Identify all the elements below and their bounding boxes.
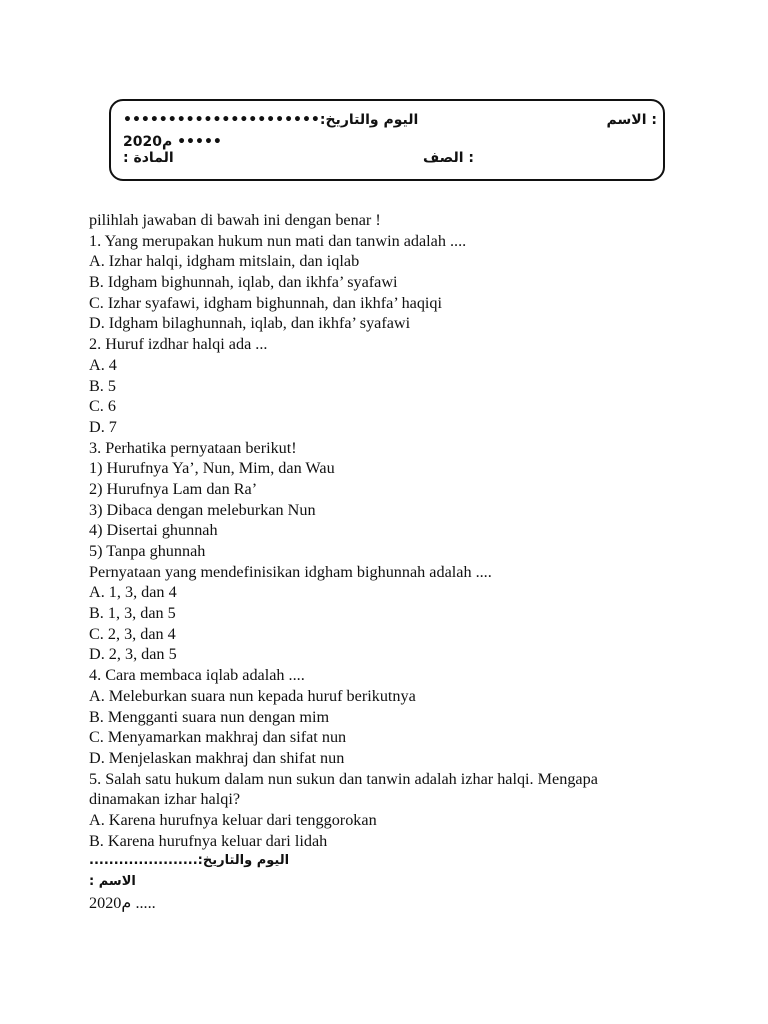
question-3: 3. Perhatika pernyataan berikut! xyxy=(89,438,297,457)
q2-option-a: A. 4 xyxy=(89,355,117,374)
instruction: pilihlah jawaban di bawah ini dengan benar ! xyxy=(89,211,381,229)
subject-label: : المادة xyxy=(123,150,174,166)
year-label: 2020م ••••• xyxy=(123,134,222,150)
q2-option-d: D. 7 xyxy=(89,417,117,436)
date-label: ••••••••••••••••••••••:اليوم والتاريخ xyxy=(123,112,419,128)
footer-year-line: 2020م ..... xyxy=(89,893,156,912)
q4-option-a: A. Meleburkan suara nun kepada huruf berikutnya xyxy=(89,686,416,705)
question-4: 4. Cara membaca iqlab adalah .... xyxy=(89,666,305,685)
question-1: 1. Yang merupakan hukum nun mati dan tanwin adalah .... xyxy=(89,231,467,250)
question-list xyxy=(89,210,689,913)
q3-option-b: B. 1, 3, dan 5 xyxy=(89,604,176,623)
name-label: الاسم : xyxy=(606,112,657,128)
q3-statement-3: 3) Dibaca dengan meleburkan Nun xyxy=(89,500,316,519)
question-5: 5. Salah satu hukum dalam nun sukun dan tanwin adalah izhar halqi. Mengapa xyxy=(89,769,598,788)
q3-option-d: D. 2, 3, dan 5 xyxy=(89,645,177,664)
question-2: 2. Huruf izdhar halqi ada ... xyxy=(89,335,268,354)
q4-option-c: C. Menyamarkan makhraj dan sifat nun xyxy=(89,728,347,747)
footer-date-line: ......................:اليوم والتاريخ xyxy=(89,853,290,869)
q1-option-c: C. Izhar syafawi, idgham bighunnah, dan ikhfa’ haqiqi xyxy=(89,293,443,312)
q4-option-d: D. Menjelaskan makhraj dan shifat nun xyxy=(89,748,345,767)
q3-statement-4: 4) Disertai ghunnah xyxy=(89,521,218,540)
q3-statement-2: 2) Hurufnya Lam dan Ra’ xyxy=(89,479,258,498)
q2-option-b: B. 5 xyxy=(89,376,116,395)
q1-option-a: A. Izhar halqi, idgham mitslain, dan iqlab xyxy=(89,252,360,271)
class-label: الصف : xyxy=(423,150,475,166)
q5-option-a: A. Karena hurufnya keluar dari tenggorokan xyxy=(89,810,377,829)
q3-option-a: A. 1, 3, dan 4 xyxy=(89,583,177,602)
q4-option-b: B. Mengganti suara nun dengan mim xyxy=(89,707,330,726)
q5-option-b: B. Karena hurufnya keluar dari lidah xyxy=(89,831,328,850)
q1-option-d: D. Idgham bilaghunnah, iqlab, dan ikhfa’ syafawi xyxy=(89,314,411,333)
q2-option-c: C. 6 xyxy=(89,397,116,416)
q3-statement-5: 5) Tanpa ghunnah xyxy=(89,542,206,560)
q3-statement-1: 1) Hurufnya Ya’, Nun, Mim, dan Wau xyxy=(89,459,335,478)
question-5-cont: dinamakan izhar halqi? xyxy=(89,790,241,809)
q1-option-b: B. Idgham bighunnah, iqlab, dan ikhfa’ syafawi xyxy=(89,273,398,292)
header-box xyxy=(109,99,665,181)
q3-option-c: C. 2, 3, dan 4 xyxy=(89,624,176,643)
footer-name-line: : الاسم xyxy=(89,874,136,889)
q3-prompt: Pernyataan yang mendefinisikan idgham bighunnah adalah .... xyxy=(89,562,492,581)
